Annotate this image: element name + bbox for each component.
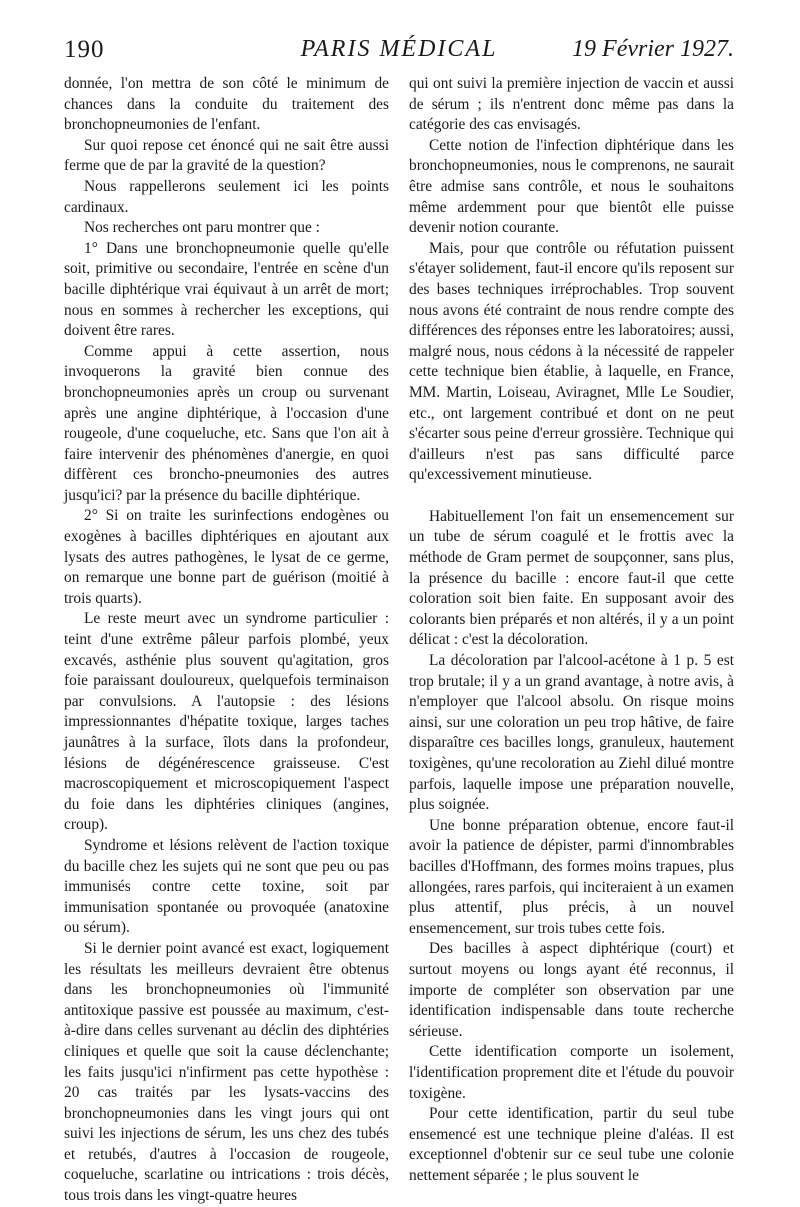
paragraph: Pour cette identification, partir du seul tube ensemencé est une technique pleine d'aléas. Il est exceptionnel d'obtenir sur ce seul tube une colonie nettement séparée ; le plus souvent le xyxy=(409,1105,734,1184)
paragraph: 2° Si on traite les surinfections endogènes ou exogènes à bacilles diphtériques en ajoutant aux lysats des autres pathogènes, le lysat de ce germe, on remarque une bonne part de guérison (moitié à trois quarts). xyxy=(64,507,389,607)
section-start-paragraph: Habituellement l'on fait un ensemencement sur un tube de sérum coagulé et le frottis avec la méthode de Gram permet de soupçonner, sans plus, la présence du bacille : encore faut-il que cette coloration soit bien faite. En supposant avoir des colorants bien préparés et non altérés, il y a un point délicat : c'est la décoloration. xyxy=(409,507,734,649)
paragraph: Comme appui à cette assertion, nous invoquerons la gravité bien connue des bronchopneumonies après un croup ou survenant après une angine diphtérique, à l'occasion d'une rougeole, d'une coqueluche, etc. Sans que l'on ait à faire intervenir des phénomènes d'anergie, en quoi diffèrent ces broncho-pneumonies des autres jusqu'ici? par la présence du bacille diphtérique. xyxy=(64,342,389,504)
paragraph: Le reste meurt avec un syndrome particulier : teint d'une extrême pâleur parfois plombé, yeux excavés, asthénie plus souvent qu'agitation, gros foie paraissant douloureux, quelquefois terminaison par convulsions. A l'autopsie : des lésions impressionnantes d'hépatite toxique, larges taches jaunâtres à la surface, îlots dans la profondeur, lésions de dégénérescence graisseuse. C'est macroscopiquement et microscopiquement l'aspect du foie dans les diphtéries cliniques (angines, croup). xyxy=(64,610,389,834)
paragraph: qui ont suivi la première injection de vaccin et aussi de sérum ; ils n'entrent donc même pas dans la catégorie des cas envisagés. xyxy=(409,75,734,134)
paragraph: Des bacilles à aspect diphtérique (court) et surtout moyens ou longs ayant été reconnus, il importe de compléter son observation par une identification indispensable dans toute recherche sérieuse. xyxy=(409,940,734,1040)
paragraph: Cette identification comporte un isolement, l'identification proprement dite et l'étude du pouvoir toxigène. xyxy=(409,1043,734,1102)
paragraph: 1° Dans une bronchopneumonie quelle qu'elle soit, primitive ou secondaire, l'entrée en scène d'un bacille diphtérique vrai équivaut à un arrêt de mort; nous en sommes à rechercher les exceptions, qui doivent être rares. xyxy=(64,239,389,340)
paragraph: La décoloration par l'alcool-acétone à 1 p. 5 est trop brutale; il y a un grand avantage, à notre avis, à n'employer que l'alcool absolu. On risque moins ainsi, sur une coloration un peu trop hâtive, de faire disparaître ces bacilles longs, granuleux, hautement toxigènes, qu'une recoloration au Ziehl dilué montre parfois, laquelle impose une préparation nouvelle, plus soignée. xyxy=(409,652,734,814)
paragraph: Sur quoi repose cet énoncé qui ne sait être aussi ferme que de par la gravité de la question? xyxy=(64,136,389,175)
paragraph: Si le dernier point avancé est exact, logiquement les résultats les meilleurs devraient être obtenus dans les bronchopneumonies où l'immunité antitoxique passive est poussée au maximum, c'est-à-dire dans celles survenant au déclin des diphtéries cliniques et quelle que soit la cause déclenchante; les faits jusqu'ici n'infirment pas cette hypothèse : 20 cas traités par les lysats-vaccins des bronchopneumonies dans les vingt jours qui ont suivi les injections de sérum, les uns chez des tubés et retubés, d'autres à l'occasion de rougeole, coqueluche, scarlatine ou intrications : trois décès, tous trois dans les vingt-quatre heures xyxy=(64,939,389,1205)
running-header xyxy=(64,36,734,70)
paragraph: Nos recherches ont paru montrer que : xyxy=(84,219,320,237)
paragraph: Syndrome et lésions relèvent de l'action toxique du bacille chez les sujets qui ne sont que peu ou pas immunisés contre cette toxine, soit par immunisation spontanée ou provoquée (anatoxine ou sérum). xyxy=(64,836,389,937)
page-number: 190 xyxy=(64,36,105,63)
paragraph: Une bonne préparation obtenue, encore faut-il avoir la patience de dépister, parmi d'innombrables bacilles d'Hoffmann, des formes moins trapues, plus allongées, rares parfois, qui inciteraient à un examen plus attentif, plus précis, à un nouvel ensemencement, sur trois tubes cette fois. xyxy=(409,816,734,937)
paragraph: Cette notion de l'infection diphtérique dans les bronchopneumonies, nous le comprenons, ne saurait être admise sans contrôle, et nous le souhaitons même ardemment pour que bientôt elle puisse devenir notion courante. xyxy=(409,136,734,237)
left-column xyxy=(64,74,389,1207)
paragraph: Mais, pour que contrôle ou réfutation puissent s'étayer solidement, faut-il encore qu'ils reposent sur des bases techniques irréprochables. Trop souvent nous avons été contraint de nous rendre compte des différences des réponses entre les laboratoires; aussi, malgré nous, nous cédons à la nécessité de rappeler cette technique bien établie, à laquelle, en France, MM. Martin, Loiseau, Aviragnet, Mlle Le Soudier, etc., ont largement contribué et dont on ne peut s'écarter sous peine d'erreur grossière. Technique qui d'ailleurs n'est pas sans difficulté parce qu'excessivement minutieuse. xyxy=(409,239,734,484)
paragraph: donnée, l'on mettra de son côté le minimum de chances dans la conduite du traitement des bronchopneumonies de l'enfant. xyxy=(64,75,389,134)
journal-title: PARIS MÉDICAL xyxy=(300,36,498,62)
paragraph: Nous rappellerons seulement ici les points cardinaux. xyxy=(64,177,389,216)
issue-date: 19 Février 1927. xyxy=(572,36,734,62)
right-column xyxy=(409,74,734,1186)
